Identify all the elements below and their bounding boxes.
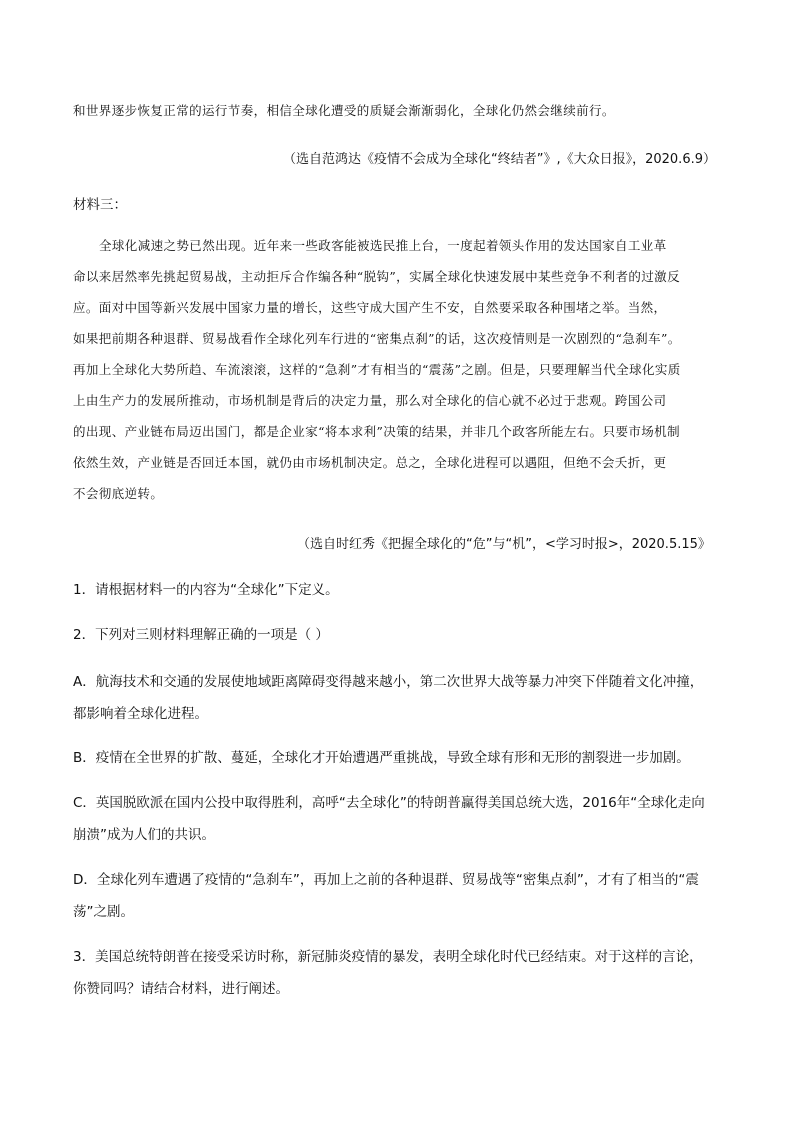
question-3-line1: 3．美国总统特朗普在接受采访时称，新冠肺炎疫情的暴发，表明全球化时代已经结束。对于这样的言论，	[73, 949, 703, 965]
material3-line: 的出现、产业链布局迈出国门，都是企业家“将本求利”决策的结果，并非几个政客所能左右。只要市场机制	[73, 424, 680, 439]
material3-line: 依然生效，产业链是否回迁本国，就仍由市场机制决定。总之，全球化进程可以遇阻，但绝不会夭折，更	[73, 455, 667, 470]
option-a-line1: A．航海技术和交通的发展使地域距离障碍变得越来越小，第二次世界大战等暴力冲突下伴随着文化冲撞，	[73, 674, 704, 690]
option-c-line2: 崩溃”成为人们的共识。	[73, 827, 215, 843]
material3-line: 不会彻底逆转。	[73, 486, 164, 501]
option-a-line2: 都影响着全球化进程。	[73, 706, 208, 722]
source-citation-1: （选自范鸿达《疫情不会成为全球化“终结者”》,《大众日报》，2020.6.9）	[283, 152, 716, 167]
question-3-line2: 你赞同吗？请结合材料，进行阐述。	[73, 981, 289, 997]
option-d-line2: 荡”之剧。	[73, 904, 134, 920]
material3-line: 应。面对中国等新兴发展中国家力量的增长，这些守成大国产生不安，自然要采取各种围堵之举。当然，	[73, 300, 667, 315]
material3-line: 命以来居然率先挑起贸易战，主动拒斥合作编各种“脱钩”，实属全球化快速发展中某些竞争不利者的过激反	[73, 269, 680, 284]
question-1: 1．请根据材料一的内容为“全球化”下定义。	[73, 582, 339, 598]
question-2: 2．下列对三则材料理解正确的一项是（ ）	[73, 627, 329, 643]
material3-label: 材料三：	[73, 197, 127, 213]
material3-line: 再加上全球化大势所趋、车流滚滚，这样的“急刹”才有相当的“震荡”之剧。但是，只要理解当代全球化实质	[73, 362, 681, 377]
material3-line: 如果把前期各种退群、贸易战看作全球化列车行进的“密集点刹”的话，这次疫情则是一次剧烈的“急刹车”。	[73, 331, 681, 346]
material3-line: 上由生产力的发展所推动，市场机制是背后的决定力量，那么对全球化的信心就不必过于悲观。跨国公司	[73, 393, 667, 408]
source-citation-2: （选自时红秀《把握全球化的“危”与“机”，<学习时报>，2020.5.15》	[297, 537, 711, 552]
material3-line: 全球化减速之势已然出现。近年来一些政客能被选民推上台，一度起着领头作用的发达国家自工业革	[99, 238, 667, 253]
option-b: B．疫情在全世界的扩散、蔓延，全球化才开始遭遇严重挑战，导致全球有形和无形的割裂进一步加剧。	[73, 750, 690, 766]
lead-line: 和世界逐步恢复正常的运行节奏，相信全球化遭受的质疑会渐渐弱化，全球化仍然会继续前行。	[73, 103, 615, 118]
option-c-line1: C．英国脱欧派在国内公投中取得胜利，高呼“去全球化”的特朗普赢得美国总统大选，2016年“全球化走向	[73, 795, 705, 811]
option-d-line1: D．全球化列车遭遇了疫情的“急刹车”，再加上之前的各种退群、贸易战等“密集点刹”，才有了相当的“震	[73, 872, 699, 888]
